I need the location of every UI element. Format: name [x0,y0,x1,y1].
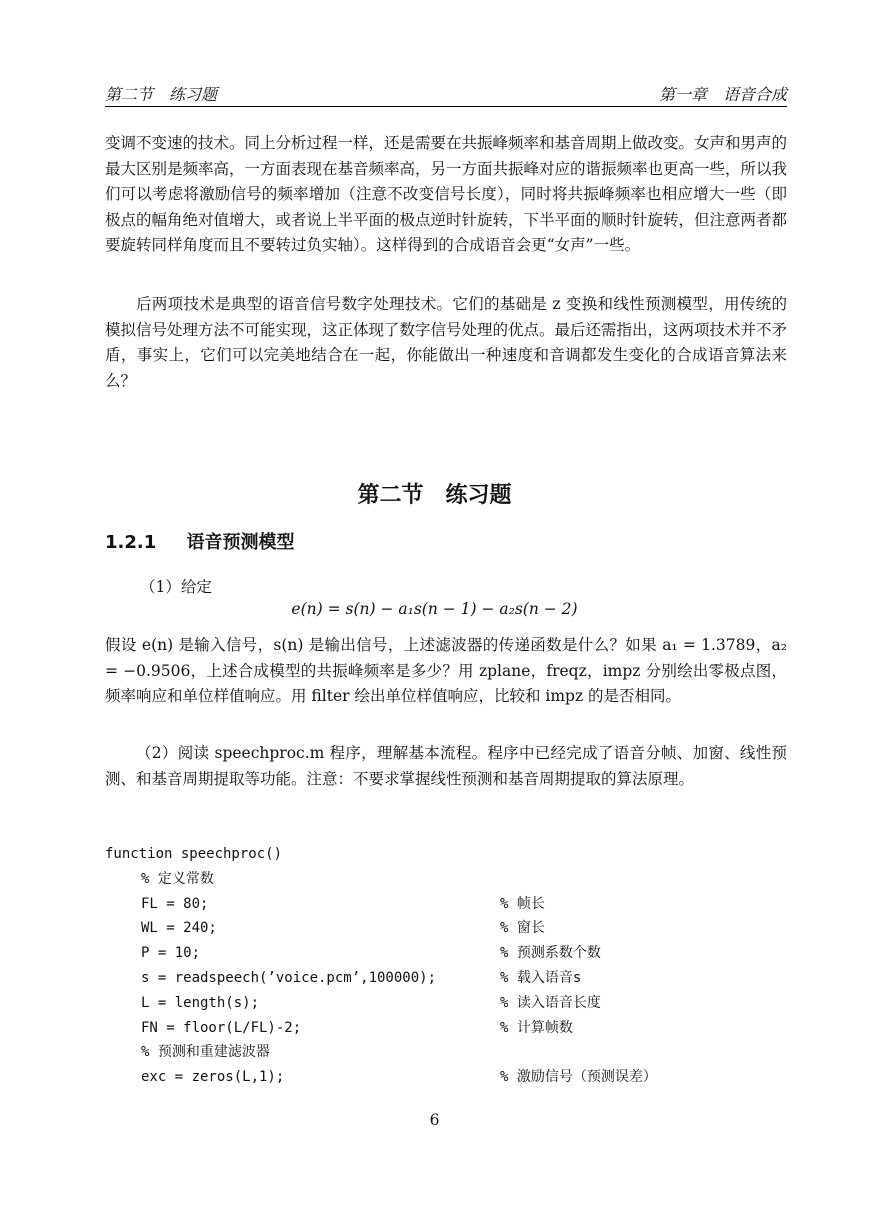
paragraph-pitch-shift: 变调不变速的技术。同上分析过程一样，还是需要在共振峰频率和基音周期上做改变。女声和男声的最大区别是频率高，一方面表现在基音频率高，另一方面共振峰对应的谐振频率也更高一些，所以我们可以考虑将激励信号的频率增加（注意不改变信号长度），同时将共振峰频率也相应增大一些（即极点的幅角绝对值增大，或者说上半平面的极点逆时针旋转，下半平面的顺时针旋转，但注意两者都要旋转同样角度而且不要转过负实轴）。这样得到的合成语音会更“女声”一些。 [105,134,788,254]
code-line [105,991,805,1016]
paragraph-exercise-1: 假设 e(n) 是输入信号，s(n) 是输出信号，上述滤波器的传递函数是什么？如果 a₁ = 1.3789，a₂ = −0.9506，上述合成模型的共振峰频率是多少？用 zplane，freqz，impz 分别绘出零极点图，频率响应和单位样值响应。用 filter 绘出单位样值响应，比较和 impz 的是否相同。 [105,636,787,705]
subsection-title: 语音预测模型 [186,532,295,553]
code-line [105,842,805,867]
code-comment: % 窗长 [500,920,545,937]
running-header [105,80,787,107]
code-line [105,1065,805,1090]
code-line [105,892,805,917]
section-title: 第二节 练习题 [357,483,512,508]
code-comment: % 读入语音长度 [500,994,601,1011]
difference-equation: e(n) = s(n) − a₁s(n − 1) − a₂s(n − 2) [291,600,578,618]
code-line [105,1040,805,1065]
code-comment: % 激励信号（预测误差） [500,1069,657,1086]
code-statement: function speechproc() [105,846,283,862]
code-comment: % 载入语音s [500,969,582,986]
code-statement: L = length(s); [141,994,260,1011]
paragraph-summary: 后两项技术是典型的语音信号数字处理技术。它们的基础是 z 变换和线性预测模型，用传统的模拟信号处理方法不可能实现，这正体现了数字信号处理的优点。最后还需指出，这两项技术并不矛盾，事实上，它们可以完美地结合在一起，你能做出一种速度和音调都发生变化的合成语音算法来么？ [105,295,788,390]
code-line [105,966,805,991]
code-statement: s = readspeech(’voice.pcm’,100000); [141,969,437,986]
code-comment: % 预测和重建滤波器 [141,1044,270,1061]
code-line [105,1016,805,1041]
header-section-label: 第二节 练习题 [105,85,218,104]
subsection-number: 1.2.1 [105,532,157,553]
code-comment: % 定义常数 [141,870,214,887]
code-comment: % 预测系数个数 [500,945,601,962]
code-statement: FL = 80; [141,895,209,912]
code-line [105,941,805,966]
code-listing [105,842,805,1090]
exercise-1-label: （1）给定 [140,578,212,596]
code-comment: % 计算帧数 [500,1019,573,1036]
code-comment: % 帧长 [500,895,545,912]
page-number: 6 [429,1111,440,1129]
code-statement: P = 10; [141,945,201,962]
code-line [105,916,805,941]
header-chapter-label: 第一章 语音合成 [658,85,787,104]
code-statement: exc = zeros(L,1); [141,1069,285,1086]
code-statement: FN = floor(L/FL)-2; [141,1019,302,1036]
subsection-heading [105,528,295,554]
code-statement: WL = 240; [141,920,217,937]
code-line [105,867,805,892]
paragraph-exercise-2: （2）阅读 speechproc.m 程序，理解基本流程。程序中已经完成了语音分帧、加窗、线性预测、和基音周期提取等功能。注意：不要求掌握线性预测和基音周期提取的算法原理。 [105,744,787,788]
